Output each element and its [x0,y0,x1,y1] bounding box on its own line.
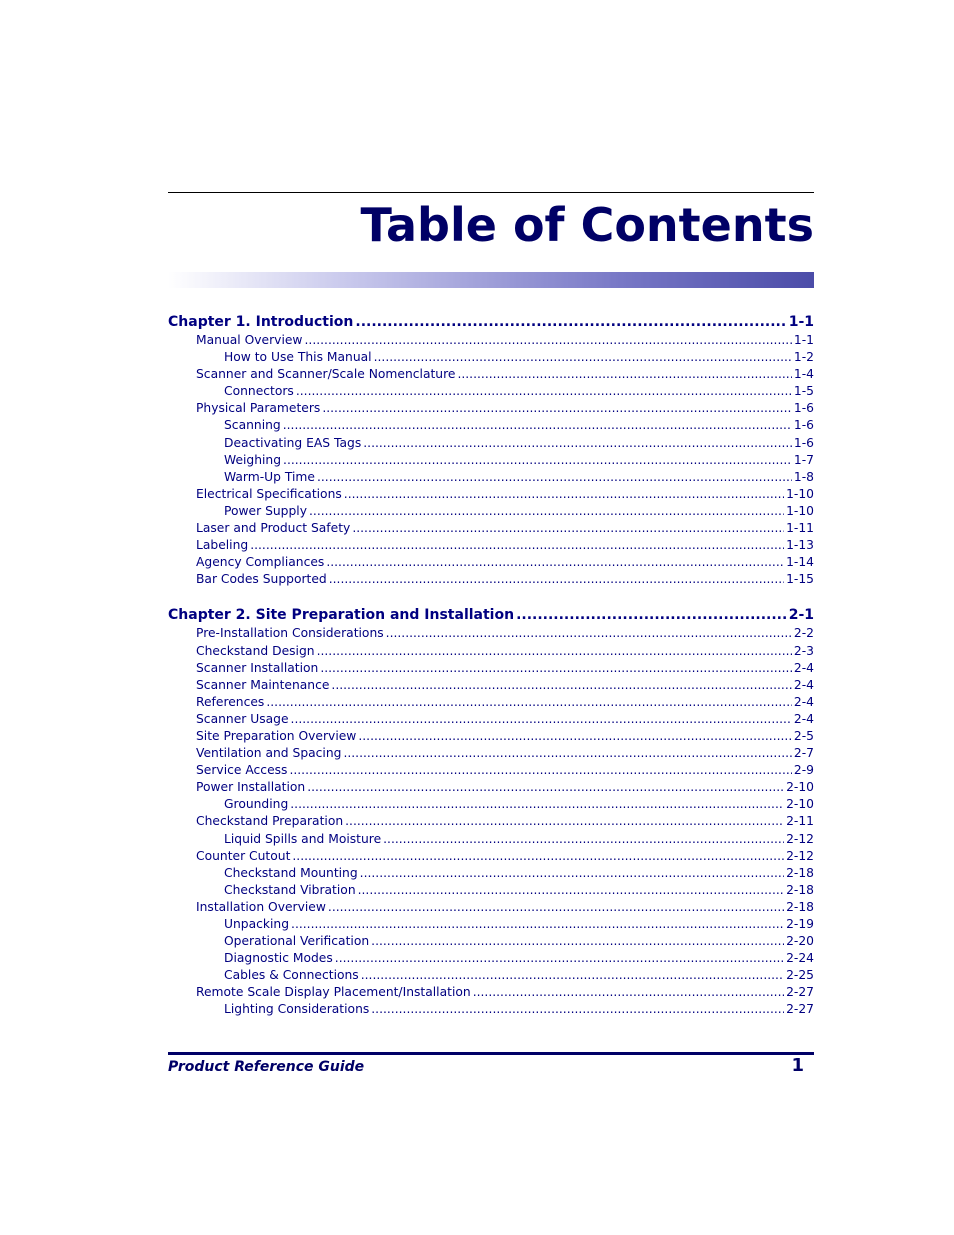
entry-label: Power Supply [224,503,307,518]
leader-dots [371,1001,784,1018]
leader-dots [352,520,784,537]
entry-label: Checkstand Design [196,643,315,658]
entry-label: How to Use This Manual [224,350,372,365]
entry-page-number: 2-18 [786,882,814,897]
entry-label: Diagnostic Modes [224,951,333,966]
entry-page-number: 1-10 [786,486,814,501]
toc-entry[interactable] [168,831,814,848]
toc-entry[interactable] [168,643,814,660]
leader-dots [317,469,792,486]
leader-dots [331,677,791,694]
leader-dots [328,899,784,916]
entry-label: Lighting Considerations [224,1002,370,1017]
entry-page-number: 1-10 [786,503,814,518]
toc-entry[interactable] [168,435,814,452]
toc-entry[interactable] [168,916,814,933]
toc-chapter [168,606,814,1018]
entry-label: Manual Overview [196,333,303,347]
entry-page-number: 2-19 [786,917,814,931]
entry-label: Liquid Spills and Moisture [224,831,382,846]
entry-page-number: 2-5 [793,728,814,743]
entry-label: Counter Cutout [196,848,291,863]
leader-dots [457,366,791,383]
toc-entry[interactable] [168,349,814,366]
toc-entry[interactable] [168,745,814,762]
chapter-page-number: 2-1 [788,607,814,624]
entry-page-number: 1-13 [786,538,814,553]
toc-entry[interactable] [168,554,814,571]
entry-label: Scanner Installation [196,660,319,675]
entry-page-number: 2-18 [786,865,814,880]
entry-label: Electrical Specifications [196,486,342,501]
entry-page-number: 1-6 [793,435,814,450]
toc-entry[interactable] [168,486,814,503]
entry-label: Grounding [224,797,289,812]
toc-entry[interactable] [168,694,814,711]
top-rule [168,192,814,193]
toc-entry[interactable] [168,469,814,486]
toc-entry[interactable] [168,796,814,813]
entry-label: Scanning [224,418,281,433]
leader-dots [322,400,792,417]
entry-label: Checkstand Preparation [196,814,344,829]
toc-entry[interactable] [168,383,814,400]
chapter-title: Chapter 1. Introduction [168,314,354,330]
leader-dots [326,554,784,571]
entry-page-number: 2-7 [793,746,814,761]
entry-page-number: 2-4 [793,677,814,692]
table-of-contents [168,313,814,1037]
toc-entry[interactable] [168,332,814,349]
leader-dots [250,537,784,554]
entry-label: Scanner Usage [196,711,289,726]
entry-page-number: 2-12 [786,831,814,846]
toc-entry[interactable] [168,813,814,830]
entry-page-number: 1-1 [793,333,814,347]
toc-entry[interactable] [168,660,814,677]
entry-label: Weighing [224,452,282,467]
leader-dots [290,796,784,813]
leader-dots [360,865,784,882]
leader-dots [345,813,784,830]
entry-label: Bar Codes Supported [196,572,327,587]
entry-page-number: 1-5 [793,384,814,399]
leader-dots [307,779,784,796]
leader-dots [283,417,792,434]
title-gradient-bar [168,272,814,288]
toc-entry[interactable] [168,520,814,537]
entry-label: Labeling [196,538,249,553]
toc-entry[interactable] [168,366,814,383]
entry-label: Physical Parameters [196,401,321,416]
toc-entry[interactable] [168,728,814,745]
page-title: Table of Contents [360,198,814,252]
toc-entry[interactable] [168,984,814,1001]
chapter-title: Chapter 2. Site Preparation and Installation [168,607,515,624]
footer-rule [168,1052,814,1055]
leader-dots [317,643,792,660]
entry-page-number: 2-2 [793,626,814,641]
entry-label: Site Preparation Overview [196,728,357,743]
entry-page-number: 2-4 [793,694,814,709]
leader-dots [266,694,792,711]
chapter-page-number: 1-1 [788,314,814,330]
leader-dots [289,762,791,779]
entry-label: Deactivating EAS Tags [224,435,362,450]
leader-dots [283,452,792,469]
entry-label: Checkstand Vibration [224,882,356,897]
footer-page-number: 1 [791,1055,804,1076]
entry-label: Service Access [196,763,288,778]
toc-entry[interactable] [168,571,814,588]
leader-dots [355,313,786,332]
leader-dots [516,606,787,625]
toc-entry[interactable] [168,537,814,554]
toc-chapter [168,313,814,588]
entry-label: Installation Overview [196,899,326,914]
toc-entry[interactable] [168,933,814,950]
leader-dots [291,916,784,933]
entry-label: Warm-Up Time [224,469,315,484]
entry-label: Scanner Maintenance [196,677,330,692]
leader-dots [473,984,784,1001]
entry-label: Connectors [224,384,294,399]
toc-chapter-heading[interactable] [168,606,814,625]
toc-entry[interactable] [168,967,814,984]
entry-label: References [196,694,265,709]
toc-entry[interactable] [168,899,814,916]
toc-entry[interactable] [168,950,814,967]
entry-label: Remote Scale Display Placement/Installation [196,985,471,1000]
entry-page-number: 2-27 [786,985,814,1000]
entry-page-number: 1-11 [786,521,814,536]
entry-page-number: 2-24 [786,951,814,966]
entry-label: Unpacking [224,917,290,931]
entry-page-number: 2-18 [786,899,814,914]
leader-dots [363,435,792,452]
entry-label: Agency Compliances [196,555,325,570]
entry-page-number: 1-2 [793,350,814,365]
leader-dots [292,848,784,865]
toc-entry[interactable] [168,400,814,417]
leader-dots [361,967,784,984]
toc-entry[interactable] [168,882,814,899]
leader-dots [291,711,792,728]
entry-label: Power Installation [196,780,306,795]
leader-dots [374,349,792,366]
toc-entry[interactable] [168,503,814,520]
toc-entry[interactable] [168,417,814,434]
entry-page-number: 2-3 [793,643,814,658]
leader-dots [371,933,784,950]
leader-dots [344,486,784,503]
entry-label: Pre-Installation Considerations [196,626,384,641]
entry-label: Scanner and Scanner/Scale Nomenclature [196,367,456,382]
toc-entry[interactable] [168,865,814,882]
entry-page-number: 1-7 [793,452,814,467]
toc-entry[interactable] [168,452,814,469]
leader-dots [343,745,791,762]
entry-page-number: 1-8 [793,469,814,484]
entry-page-number: 1-15 [786,572,814,587]
entry-page-number: 2-12 [786,848,814,863]
leader-dots [383,831,784,848]
toc-entry[interactable] [168,625,814,642]
toc-entry[interactable] [168,1001,814,1018]
entry-page-number: 2-11 [786,814,814,829]
footer-title: Product Reference Guide [168,1059,365,1075]
entry-page-number: 2-25 [786,968,814,983]
entry-label: Ventilation and Spacing [196,746,342,761]
toc-entry[interactable] [168,677,814,694]
leader-dots [386,625,792,642]
entry-label: Checkstand Mounting [224,865,358,880]
leader-dots [305,332,792,349]
leader-dots [335,950,784,967]
entry-page-number: 2-27 [786,1002,814,1017]
toc-entry[interactable] [168,779,814,796]
leader-dots [358,728,792,745]
entry-page-number: 2-9 [793,763,814,778]
entry-page-number: 2-4 [793,660,814,675]
entry-page-number: 2-4 [793,711,814,726]
entry-page-number: 1-6 [793,418,814,433]
toc-entry[interactable] [168,711,814,728]
entry-page-number: 2-10 [786,797,814,812]
entry-page-number: 1-4 [793,367,814,382]
entry-label: Laser and Product Safety [196,521,351,536]
leader-dots [309,503,784,520]
toc-entry[interactable] [168,848,814,865]
leader-dots [320,660,792,677]
entry-page-number: 1-6 [793,401,814,416]
leader-dots [296,383,792,400]
entry-label: Cables & Connections [224,968,359,983]
entry-label: Operational Verification [224,934,370,949]
toc-chapter-heading[interactable] [168,313,814,332]
leader-dots [329,571,784,588]
entry-page-number: 2-20 [786,934,814,949]
toc-entry[interactable] [168,762,814,779]
entry-page-number: 2-10 [786,780,814,795]
leader-dots [358,882,784,899]
entry-page-number: 1-14 [786,555,814,570]
